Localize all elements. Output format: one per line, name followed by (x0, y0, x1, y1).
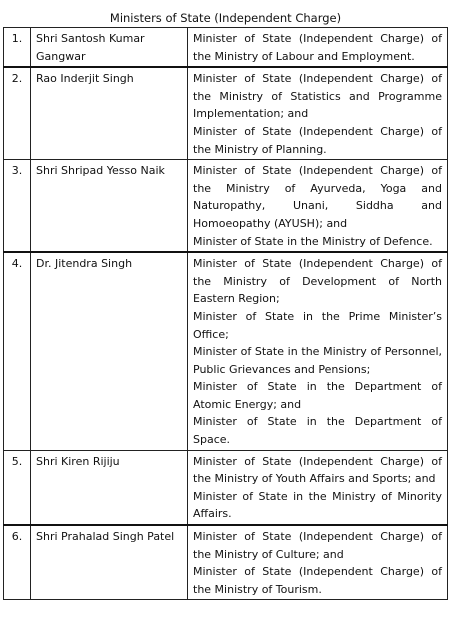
serial-number: 3. (4, 160, 31, 252)
portfolio-line: Minister of State in the Prime Minister’s Office; (193, 309, 442, 341)
portfolio-line: Minister of State (Independent Charge) of the Ministry of Ayurveda, Yoga and Naturopathy, Unani, Siddha and Homoeopathy (AYUSH); and (193, 164, 442, 230)
table-row (4, 252, 448, 450)
serial-number: 5. (4, 450, 31, 525)
portfolio-cell (188, 67, 448, 159)
minister-name: Shri Shripad Yesso Naik (31, 160, 188, 252)
portfolio-line: Minister of State (Independent Charge) of the Ministry of Youth Affairs and Sports; and (193, 454, 442, 486)
ministers-table (3, 27, 448, 600)
serial-number: 4. (4, 252, 31, 450)
portfolio-line: Minister of State (Independent Charge) of the Ministry of Statistics and Programme Implementation; and (193, 72, 442, 121)
portfolio-line: Minister of State in the Department of Space. (193, 415, 442, 447)
minister-name: Shri Santosh Kumar Gangwar (31, 28, 188, 68)
portfolio-line: Minister of State (Independent Charge) of the Ministry of Labour and Employment. (193, 32, 442, 63)
portfolio-cell (188, 28, 448, 68)
table-row (4, 450, 448, 525)
portfolio-line: Minister of State (Independent Charge) of the Ministry of Development of North Eastern Region; (193, 257, 442, 306)
table-row (4, 28, 448, 68)
portfolio-line: Minister of State (Independent Charge) of the Ministry of Culture; and (193, 530, 442, 561)
portfolio-line: Minister of State (Independent Charge) of the Ministry of Planning. (193, 124, 442, 156)
portfolio-cell (188, 252, 448, 450)
minister-name: Shri Kiren Rijiju (31, 450, 188, 525)
portfolio-cell (188, 525, 448, 600)
table-row (4, 67, 448, 159)
portfolio-cell (188, 450, 448, 525)
minister-name: Rao Inderjit Singh (31, 67, 188, 159)
portfolio-line: Minister of State in the Ministry of Personnel, Public Grievances and Pensions; (193, 345, 442, 376)
document-title: Ministers of State (Independent Charge) (109, 11, 342, 25)
table-row (4, 525, 448, 600)
portfolio-cell (188, 160, 448, 252)
serial-number: 6. (4, 525, 31, 600)
serial-number: 2. (4, 67, 31, 159)
portfolio-line: Minister of State in the Ministry of Defence. (193, 234, 433, 248)
minister-name: Shri Prahalad Singh Patel (31, 525, 188, 600)
serial-number: 1. (4, 28, 31, 68)
portfolio-line: Minister of State in the Ministry of Minority Affairs. (193, 489, 442, 521)
minister-name: Dr. Jitendra Singh (31, 252, 188, 450)
portfolio-line: Minister of State in the Department of Atomic Energy; and (193, 380, 442, 411)
portfolio-line: Minister of State (Independent Charge) of the Ministry of Tourism. (193, 565, 442, 596)
table-row (4, 160, 448, 252)
